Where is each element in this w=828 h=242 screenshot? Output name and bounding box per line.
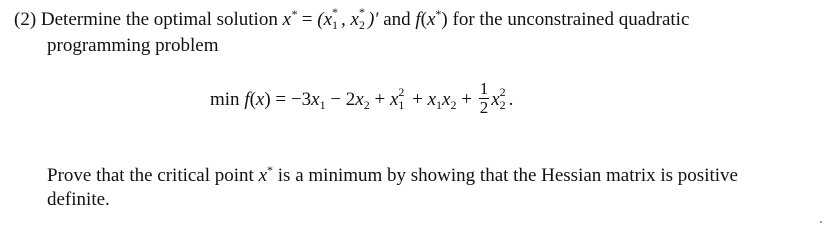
problem-line-1: (2) Determine the optimal solution x* = (x * 1 , x * 2 )′ and f(x*) for the unconstrained quadratic: [14, 5, 690, 32]
objective-function: $\min f(x) = -3x_1 - 2x_2 + x$ 2 1 + $x_1x_2$ + $\frac{1}{2}$ x 2 2 .: [210, 79, 514, 117]
x-star-definition: x* = (x * 1 , x * 2 )′: [282, 5, 379, 32]
problem-number: (2): [14, 9, 37, 30]
margin-mark: [820, 221, 822, 223]
intro-text-a: Determine the optimal solution: [40, 9, 283, 30]
f-x-star: f: [415, 9, 421, 30]
min-operator: min: [210, 88, 240, 110]
prove-text-a: Prove that the critical point: [47, 165, 259, 186]
prove-text-b: is a minimum by showing that the Hessian matrix is positive: [273, 165, 738, 186]
intro-text-c: for the unconstrained quadratic: [447, 9, 690, 30]
fraction-one-half: $\frac{1}{2}$: [479, 79, 489, 117]
intro-text-b: and: [378, 9, 416, 30]
prove-line-2: definite.: [47, 189, 110, 210]
prove-line-1: Prove that the critical point x* is a minimum by showing that the Hessian matrix is positive: [47, 163, 738, 186]
intro-line-2: programming problem: [47, 35, 219, 56]
